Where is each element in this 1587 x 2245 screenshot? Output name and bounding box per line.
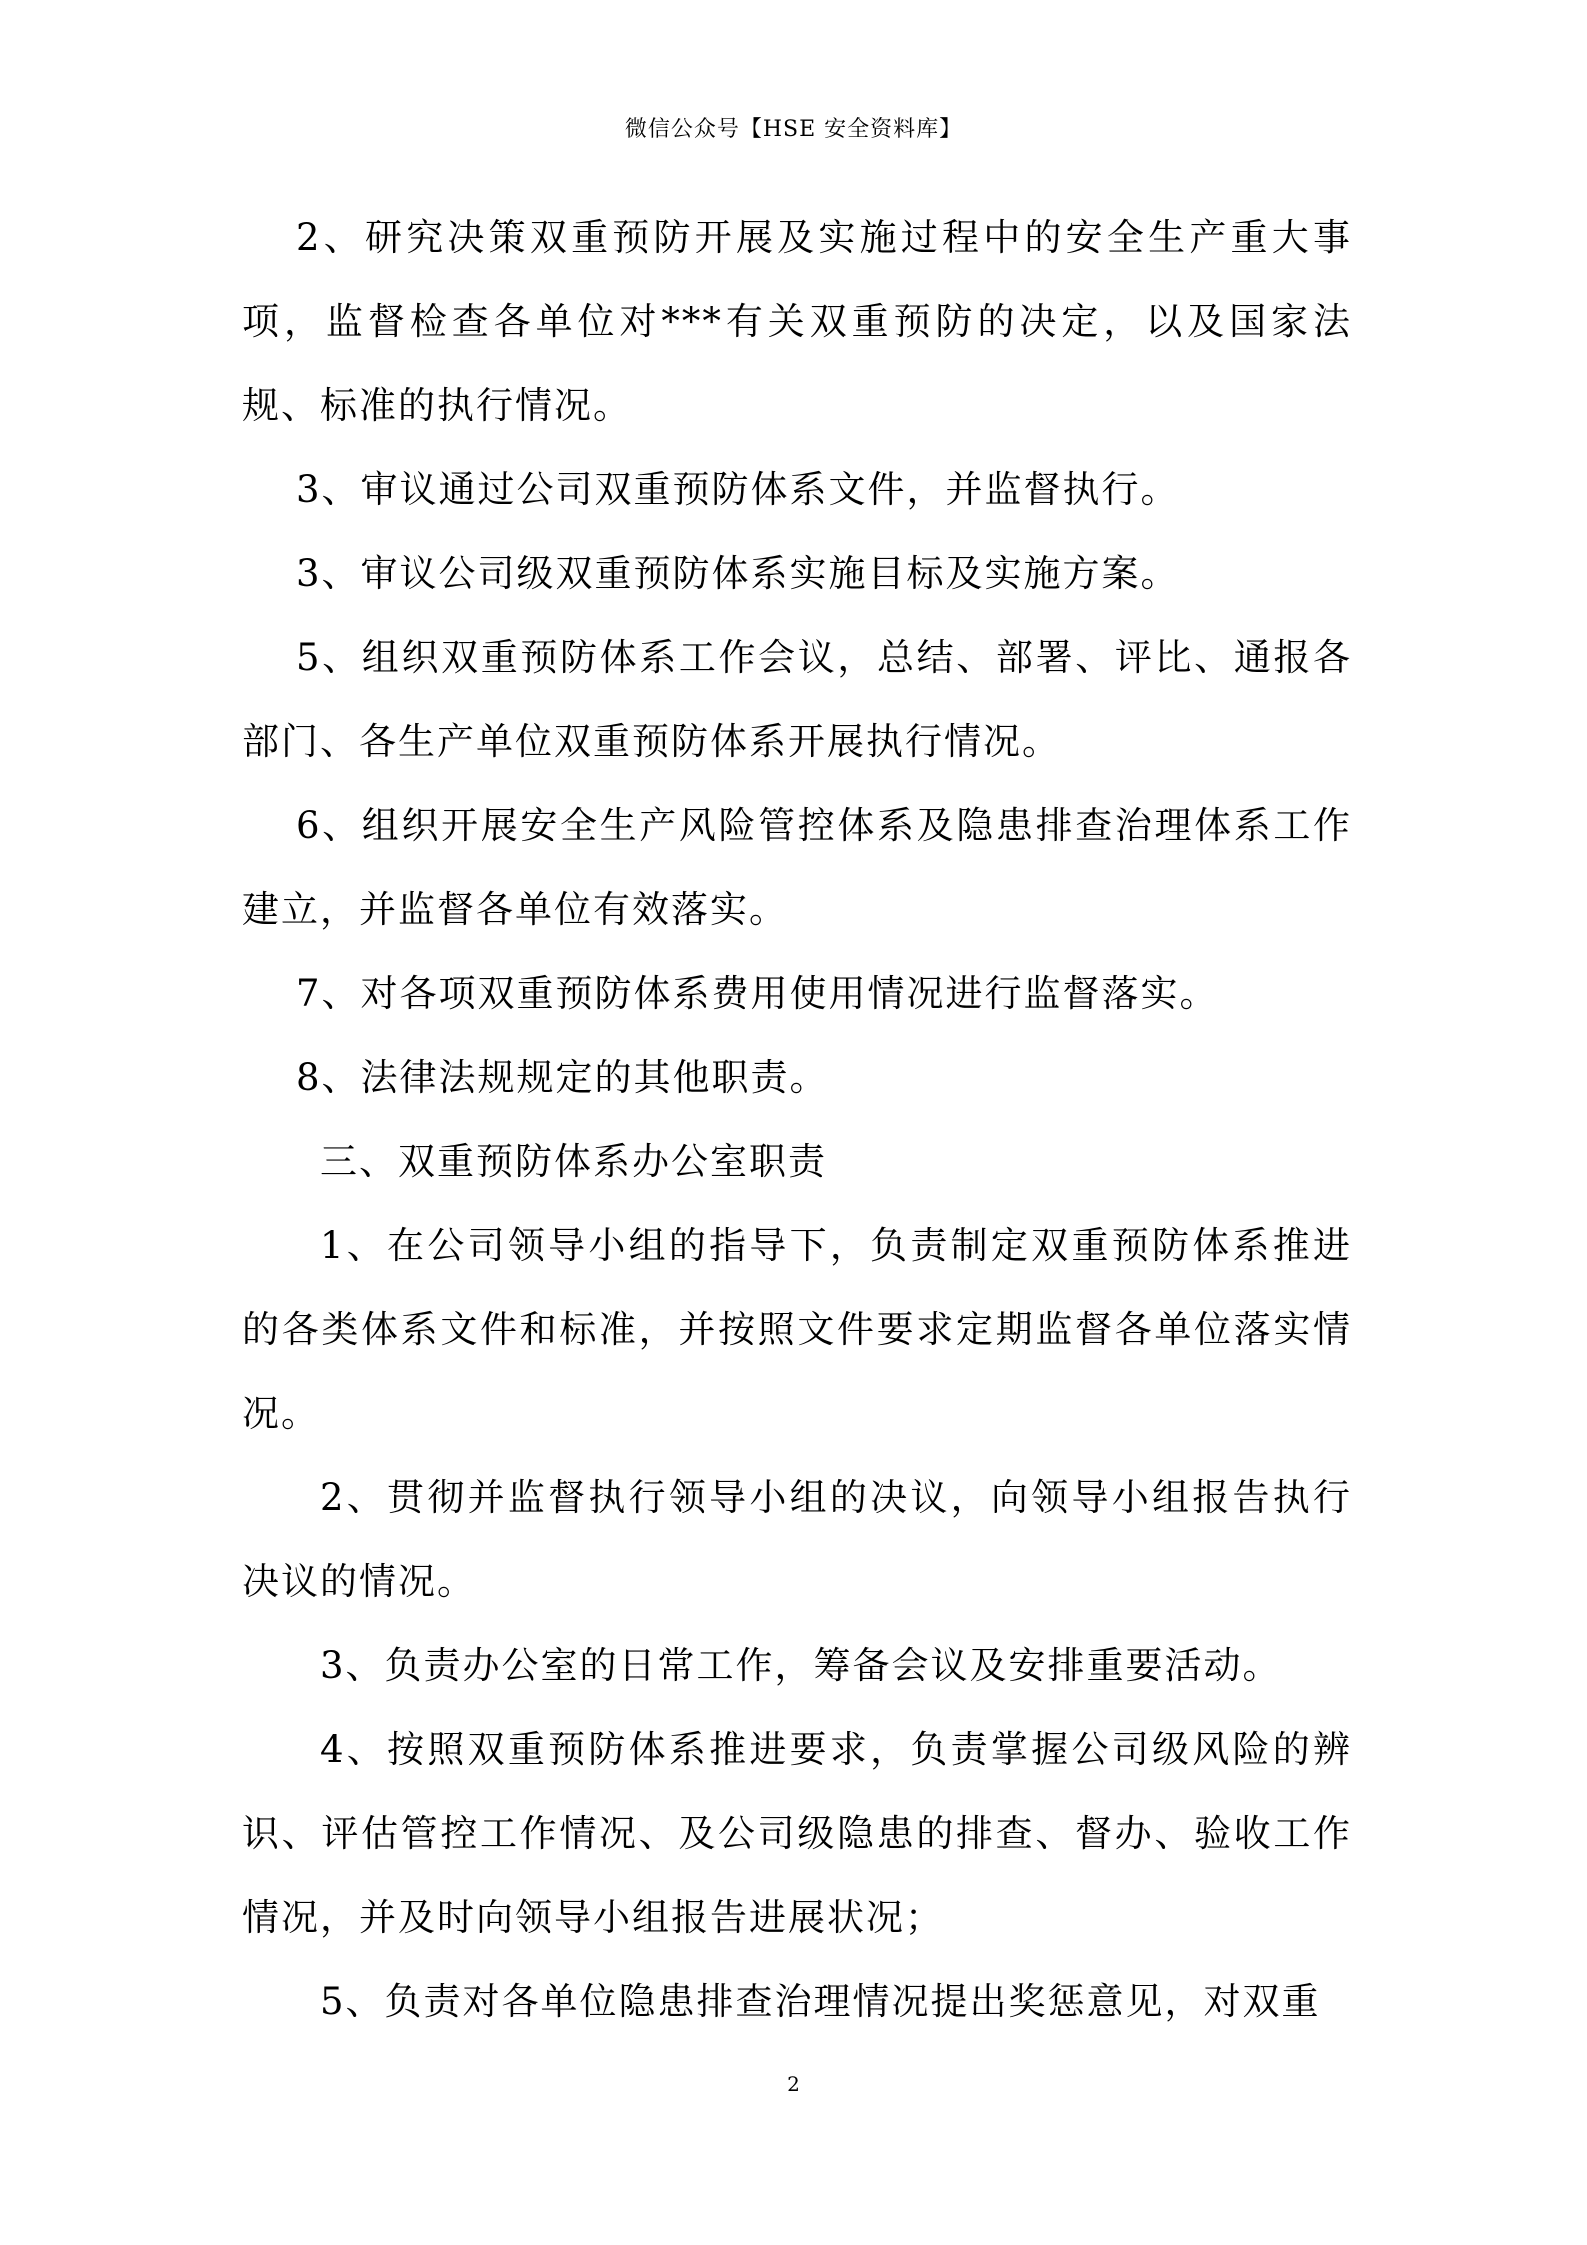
paragraph-item: 3、审议公司级双重预防体系实施目标及实施方案。	[296, 552, 1180, 595]
paragraph-item: 7、对各项双重预防体系费用使用情况进行监督落实。	[296, 972, 1219, 1015]
paragraph-item: 5、负责对各单位隐患排查治理情况提出奖惩意见，对双重	[320, 1980, 1321, 2023]
paragraph-item: 2、研究决策双重预防开展及实施过程中的安全生产重大事项，监督检查各单位对***有关双重预防的决定，以及国家法规、标准的执行情况。	[242, 216, 1352, 427]
document-body	[242, 196, 1352, 2044]
paragraph-item: 2、贯彻并监督执行领导小组的决议，向领导小组报告执行决议的情况。	[242, 1476, 1352, 1603]
paragraph-item: 3、负责办公室的日常工作，筹备会议及安排重要活动。	[320, 1644, 1282, 1687]
page-number: 2	[787, 2072, 800, 2096]
paragraph-item: 6、组织开展安全生产风险管控体系及隐患排查治理体系工作建立，并监督各单位有效落实。	[242, 804, 1352, 931]
paragraph-item: 1、在公司领导小组的指导下，负责制定双重预防体系推进的各类体系文件和标准，并按照文件要求定期监督各单位落实情况。	[242, 1224, 1352, 1435]
section-heading: 三、双重预防体系办公室职责	[320, 1140, 827, 1183]
page-header: 微信公众号【HSE 安全资料库】	[624, 117, 963, 142]
paragraph-item: 8、法律法规规定的其他职责。	[296, 1056, 829, 1099]
paragraph-item: 4、按照双重预防体系推进要求，负责掌握公司级风险的辨识、评估管控工作情况、及公司级隐患的排查、督办、验收工作情况，并及时向领导小组报告进展状况；	[242, 1728, 1352, 1939]
paragraph-item: 5、组织双重预防体系工作会议，总结、部署、评比、通报各部门、各生产单位双重预防体系开展执行情况。	[242, 636, 1352, 763]
paragraph-item: 3、审议通过公司双重预防体系文件，并监督执行。	[296, 468, 1180, 511]
